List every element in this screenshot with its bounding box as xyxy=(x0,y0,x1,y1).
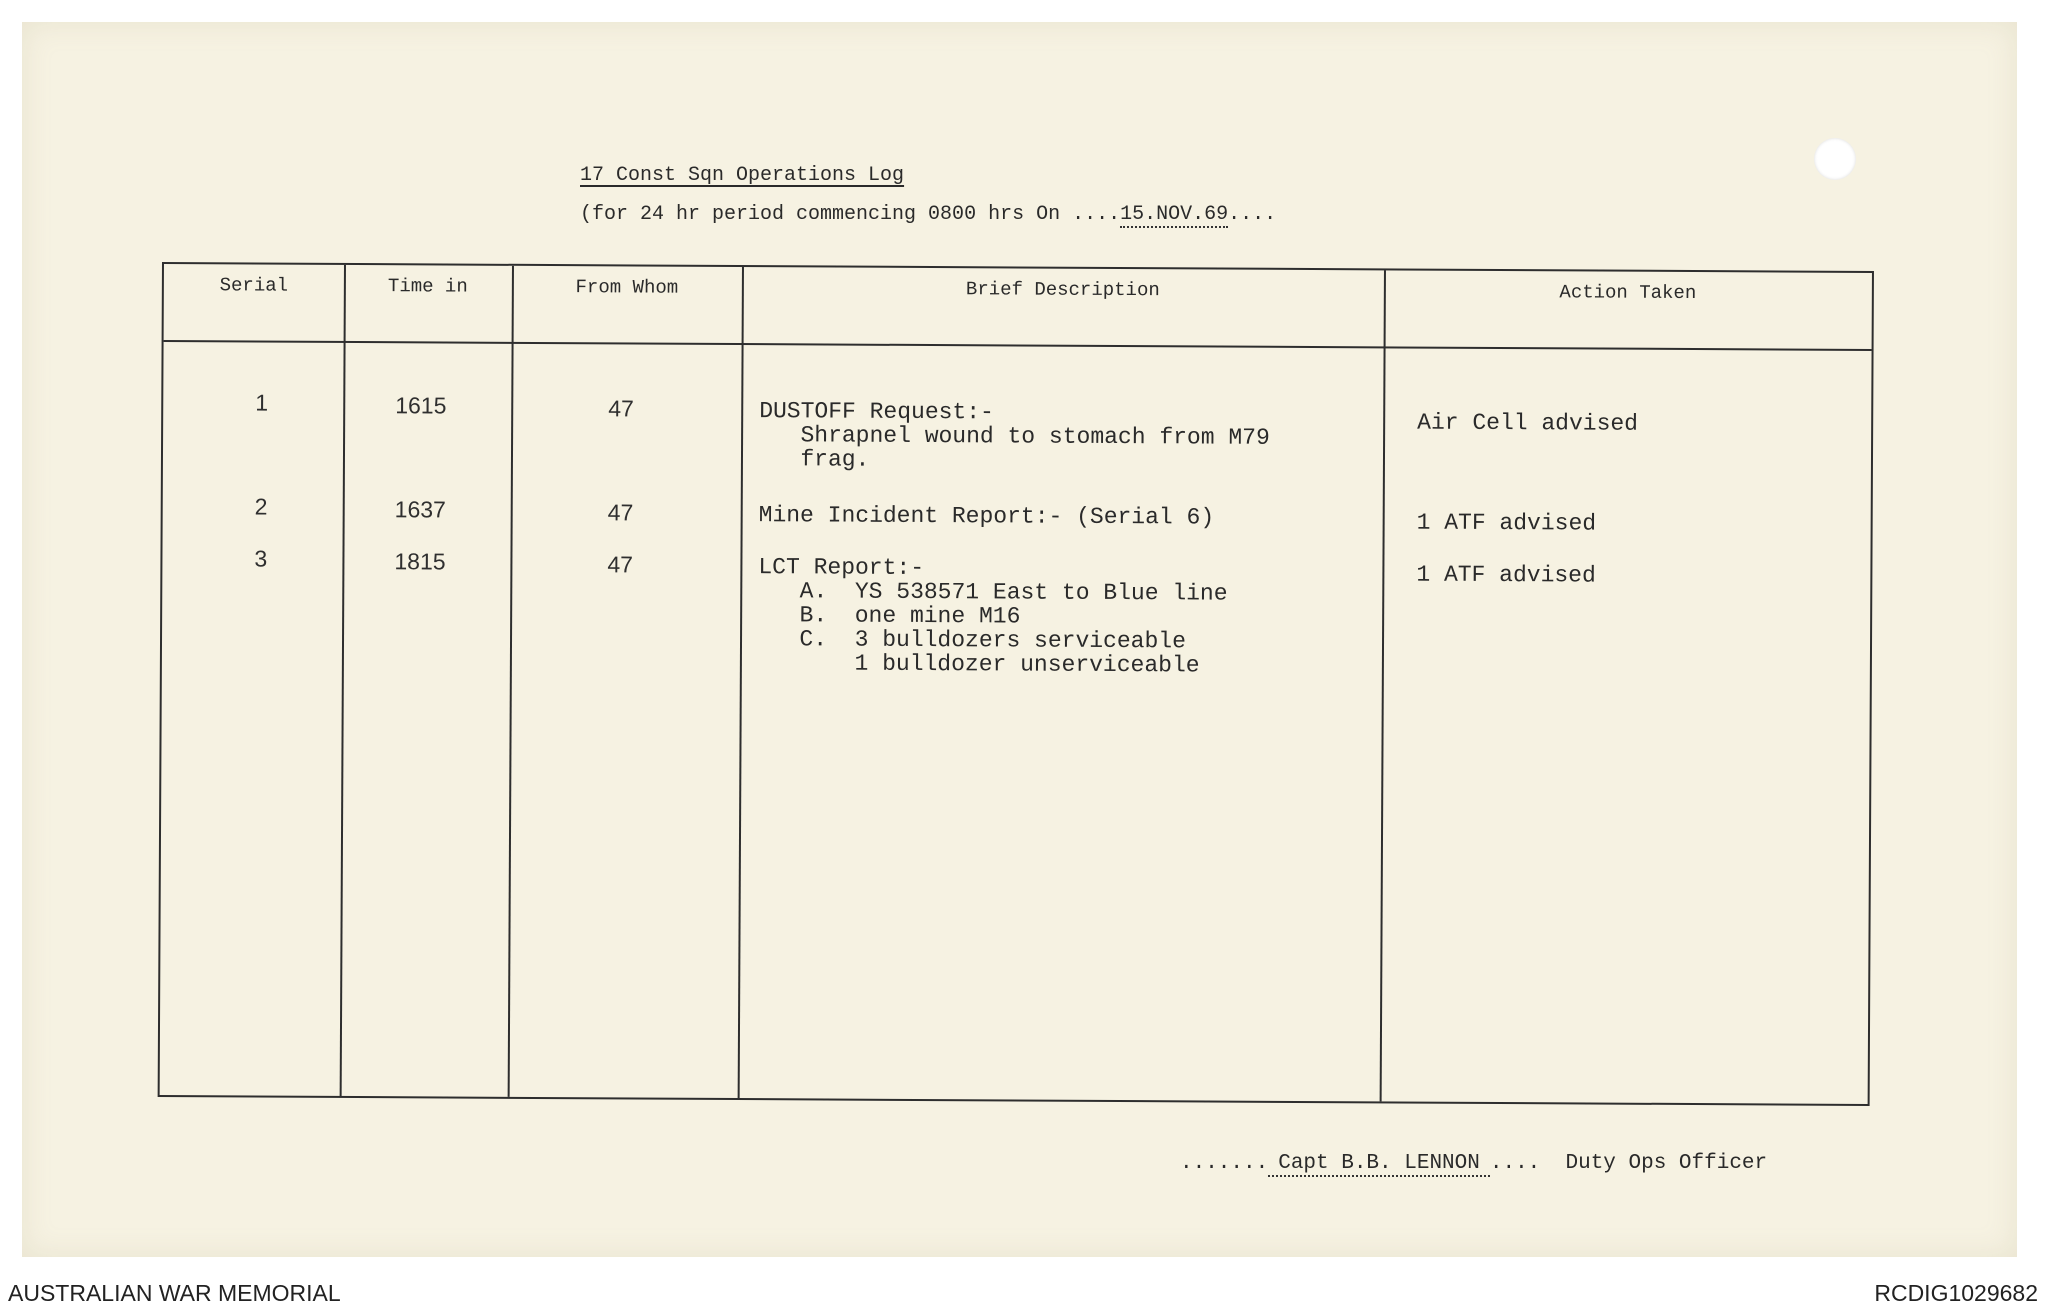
row-2-serial: 2 xyxy=(254,493,268,520)
row-3-time-in: 1815 xyxy=(394,548,446,575)
signer-name: Capt B.B. LENNON xyxy=(1268,1152,1490,1177)
header-action-taken: Action Taken xyxy=(1559,281,1697,305)
signature-block xyxy=(1180,1152,1767,1175)
row-3-from-whom: 47 xyxy=(607,551,634,578)
header-brief-description: Brief Description xyxy=(965,278,1160,302)
row-3-serial: 3 xyxy=(254,545,268,572)
row-1-description: DUSTOFF Request:- Shrapnel wound to stomach from M79 frag. xyxy=(758,398,1270,473)
archive-credit: AUSTRALIAN WAR MEMORIAL xyxy=(8,1280,341,1306)
period-prefix: (for 24 hr period commencing 0800 hrs On .... xyxy=(580,203,1121,226)
row-1-time-in: 1615 xyxy=(395,392,447,419)
row-3-description: LCT Report:- A. YS 538571 East to Blue line B. one mine M16 C. 3 bulldozers serviceable 1 bulldozer unserviceable xyxy=(757,554,1228,679)
signer-role: Duty Ops Officer xyxy=(1565,1152,1768,1175)
column-divider xyxy=(340,265,346,1096)
column-divider xyxy=(508,266,514,1097)
row-1-serial: 1 xyxy=(255,389,269,416)
operations-log-table xyxy=(158,262,1874,1106)
header-serial: Serial xyxy=(219,274,289,297)
row-1-action: Air Cell advised xyxy=(1417,409,1639,437)
archive-id: RCDIG1029682 xyxy=(1874,1280,2038,1306)
signature-dots: ....... xyxy=(1180,1152,1269,1175)
signature-dots: .... xyxy=(1489,1152,1541,1175)
column-divider xyxy=(1380,270,1386,1101)
row-2-time-in: 1637 xyxy=(394,496,446,523)
punch-hole xyxy=(1814,138,1856,180)
period-suffix: .... xyxy=(1228,203,1277,226)
log-title: 17 Const Sqn Operations Log xyxy=(580,164,905,187)
column-divider xyxy=(738,267,744,1098)
log-period xyxy=(580,203,1276,226)
header-time-in: Time in xyxy=(387,275,468,298)
row-2-description: Mine Incident Report:- (Serial 6) xyxy=(758,502,1215,531)
log-date: 15.NOV.69 xyxy=(1120,203,1229,226)
header-divider xyxy=(164,340,1872,351)
row-2-from-whom: 47 xyxy=(607,499,634,526)
row-1-from-whom: 47 xyxy=(608,395,634,422)
row-3-action: 1 ATF advised xyxy=(1416,561,1596,589)
header-from-whom: From Whom xyxy=(575,276,679,299)
row-2-action: 1 ATF advised xyxy=(1416,509,1597,537)
